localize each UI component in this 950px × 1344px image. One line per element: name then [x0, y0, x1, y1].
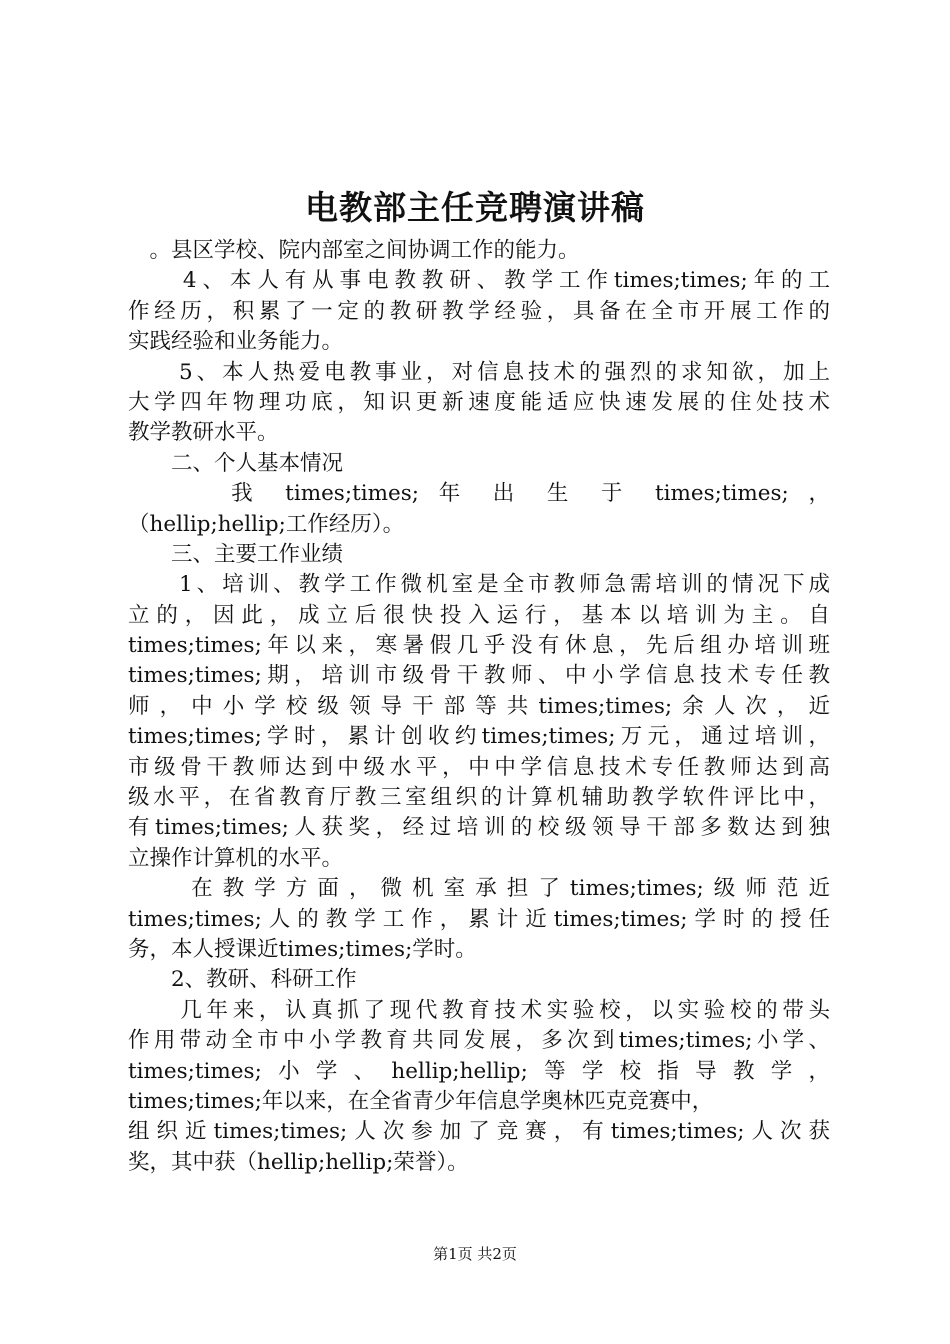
body-line: times;times;期，培训市级骨干教师、中小学信息技术专任教 — [128, 663, 830, 689]
body-line: 1、培训、教学工作微机室是全市教师急需培训的情况下成 — [128, 572, 830, 598]
section-heading: 二、个人基本情况 — [128, 450, 344, 476]
body-line: 实践经验和业务能力。 — [128, 329, 344, 355]
body-line: 几年来，认真抓了现代教育技术实验校，以实验校的带头 — [128, 997, 830, 1023]
body-line: 有times;times;人获奖，经过培训的校级领导干部多数达到独 — [128, 815, 830, 841]
document-body — [128, 236, 830, 1178]
body-line: 作经历，积累了一定的教研教学经验，具备在全市开展工作的 — [128, 298, 830, 324]
body-line: times;times;小学、hellip;hellip;等学校指导教学， — [128, 1058, 830, 1084]
body-line: 师，中小学校级领导干部等共times;times;余人次，近 — [128, 693, 830, 719]
page-footer: 第1页 共2页 — [433, 1245, 517, 1263]
body-line: 作用带动全市中小学教育共同发展，多次到times;times;小学、 — [128, 1028, 830, 1054]
document-title: 电教部主任竞聘演讲稿 — [305, 188, 645, 227]
section-heading: 2、教研、科研工作 — [128, 967, 357, 993]
body-line: 。县区学校、院内部室之间协调工作的能力。 — [128, 238, 580, 263]
section-heading: 三、主要工作业绩 — [128, 541, 344, 567]
body-line: 务，本人授课近times;times;学时。 — [128, 936, 477, 962]
body-line: 级水平，在省教育厅教三室组织的计算机辅助教学软件评比中， — [128, 785, 830, 811]
body-line: 大学四年物理功底，知识更新速度能适应快速发展的住处技术 — [128, 389, 830, 415]
body-line: 市级骨干教师达到中级水平，中中学信息技术专任教师达到高 — [128, 754, 830, 780]
body-line: 教学教研水平。 — [128, 420, 279, 446]
body-line: times;times;年以来，寒暑假几乎没有休息，先后组办培训班 — [128, 633, 830, 659]
body-line: 4、本人有从事电教教研、教学工作times;times;年的工 — [128, 268, 830, 294]
body-line: （hellip;hellip;工作经历）。 — [128, 511, 405, 537]
body-line: times;times;人的教学工作，累计近times;times;学时的授任 — [128, 906, 830, 932]
body-line: 奖，其中获（hellip;hellip;荣誉）。 — [128, 1149, 469, 1175]
body-line: 组织近times;times;人次参加了竞赛，有times;times;人次获 — [128, 1119, 830, 1145]
body-line: 立操作计算机的水平。 — [128, 845, 344, 871]
body-line: times;times;学时，累计创收约times;times;万元，通过培训， — [128, 724, 830, 750]
body-line: 在教学方面，微机室承担了times;times;级师范近 — [128, 876, 830, 902]
body-line: 5、本人热爱电教事业，对信息技术的强烈的求知欲，加上 — [128, 359, 830, 385]
body-line: 我 times;times; 年 出 生 于 times;times; ， — [128, 481, 830, 507]
body-line: times;times;年以来，在全省青少年信息学奥林匹克竞赛中， — [128, 1088, 714, 1114]
body-line: 立的，因此，成立后很快投入运行，基本以培训为主。自 — [128, 602, 830, 628]
